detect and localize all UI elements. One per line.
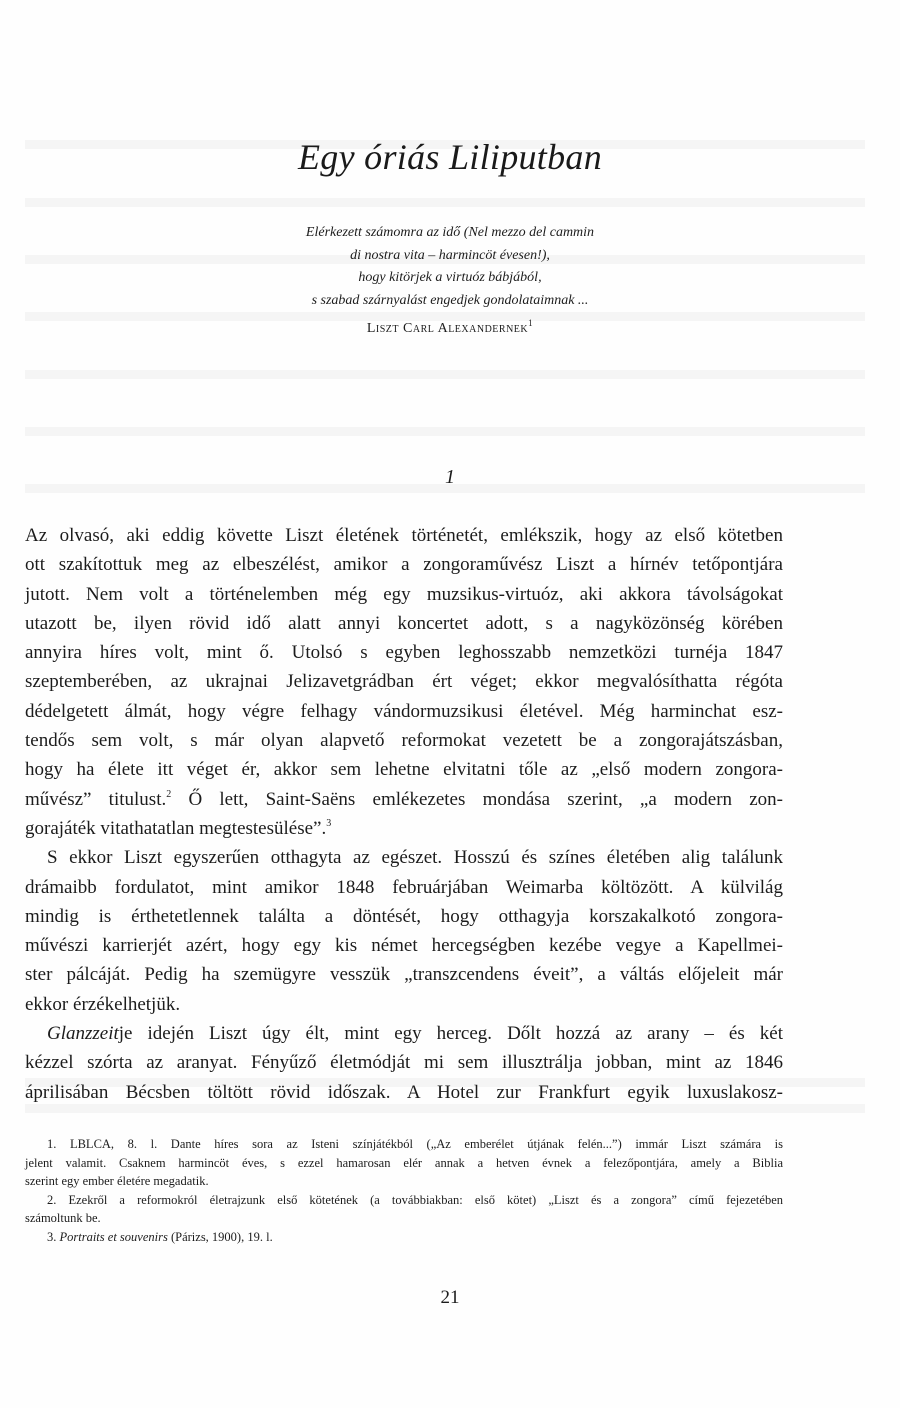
body-line: Glanzzeitje idején Liszt úgy élt, mint egy herceg. Dőlt hozzá az arany – és két [47, 1023, 783, 1045]
epigraph-line: Elérkezett számomra az idő (Nel mezzo del cammin [305, 225, 595, 240]
body-line: ster pálcáját. Pedig ha szemügyre vesszük „transzcendens éveit”, a váltás előjeleit már [25, 964, 783, 986]
footnote-ref[interactable]: 2 [166, 788, 172, 800]
body-line: mindig is érthetetlennek találta a döntését, hogy otthagyja korszakalkotó zongora- [25, 905, 783, 927]
epigraph-line: di nostra vita – harmincöt évesen!), [350, 247, 550, 263]
body-line: tendős sem volt, s már olyan alapvető reformokat vezetett be a zongorajátszásban, [25, 730, 783, 752]
body-line: szeptemberében, az ukrajnai Jelizavetgrádban ért véget; ekkor megvalósíthatta régóta [25, 671, 783, 693]
footnote-ref[interactable]: 3 [326, 817, 332, 829]
footnote-line: 3. Portraits et souvenirs (Párizs, 1900), 19. l. [47, 1229, 273, 1244]
footnote-line: jelent valamit. Csaknem harmincöt éves, s ezzel hamarosan elér annak a hetven évnek a felezőpontjára, amely a Biblia [25, 1155, 783, 1170]
footnote-line: 2. Ezekről a reformokról életrajzunk első kötetének (a továbbiakban: első kötet) „Liszt és a zongora” című fejezetében [47, 1192, 783, 1207]
body-line: utazott be, ilyen rövid idő alatt annyi koncertet adott, s a nagyközönség körében [25, 612, 783, 634]
footnote-ref[interactable]: 1 [528, 318, 534, 328]
epigraph-line: hogy kitörjek a virtuóz bábjából, [358, 270, 542, 285]
body-line: hogy ha élete itt véget ér, akkor sem lehetne elvitatni tőle az „első modern zongora- [25, 759, 783, 781]
epigraph [200, 222, 700, 341]
footnote-line: 1. LBLCA, 8. l. Dante híres sora az Isteni színjátékból („Az emberélet útjának felén...”) immár Liszt számára is [47, 1137, 783, 1151]
bleed-through [25, 198, 865, 207]
body-line: drámaibb fordulatot, mint amikor 1848 februárjában Weimarba költözött. A külvilág [25, 876, 783, 898]
body-line: jutott. Nem volt a történelemben még egy muzsikus-virtuóz, aki akkora távolságokat [25, 583, 783, 605]
section-number: 1 [445, 466, 455, 488]
body-line: annyira híres volt, mint ő. Utolsó s egyben leghosszabb nemzetközi turnéja 1847 [25, 642, 783, 664]
body-line: dédelgetett álmát, hogy végre felhagy vándormuzsikusi életével. Még harminchat esz- [25, 700, 783, 722]
body-line: gorajáték vitathatatlan megtestesülése”.$^3$ [25, 817, 332, 839]
body-line: S ekkor Liszt egyszerűen otthagyta az egészet. Hosszú és színes életében alig találunk [47, 847, 783, 869]
body-line: ott szakítottuk meg az elbeszélést, amikor a zongoraművész Liszt a hírnév tetőpontjára [25, 554, 783, 576]
epigraph-attribution: Liszt Carl Alexandernek$^1$ [366, 318, 534, 336]
footnote-line: számoltunk be. [25, 1211, 101, 1225]
body-line: kézzel szórta az aranyat. Fényűző életmódját mi sem illusztrálja jobban, mint az 1846 [25, 1052, 783, 1074]
bleed-through [25, 370, 865, 379]
epigraph-line: s szabad szárnyalást engedjek gondolataimnak ... [311, 292, 589, 308]
body-line: ekkor érzékelhetjük. [25, 993, 181, 1015]
bleed-through [25, 427, 865, 436]
body-text [25, 521, 783, 1107]
footnotes [25, 1135, 783, 1246]
footnote-line: szerint egy ember életére megadatik. [25, 1174, 209, 1188]
body-line: művész” titulust.$^2$ Ő lett, Saint-Saëns emlékezetes mondása szerint, „a modern zon- [25, 788, 784, 810]
body-line: áprilisában Bécsben töltött rövid időszak. A Hotel zur Frankfurt egyik luxuslakosz- [25, 1081, 783, 1103]
chapter-title: Egy óriás Liliputban [297, 137, 603, 177]
body-line: Az olvasó, aki eddig követte Liszt életének történetét, emlékszik, hogy az első kötetben [25, 525, 783, 546]
body-line: művészi karrierjét azért, hogy egy kis német hercegségben kezébe vegye a Kapellmei- [25, 935, 783, 957]
page-number: 21 [440, 1287, 460, 1308]
